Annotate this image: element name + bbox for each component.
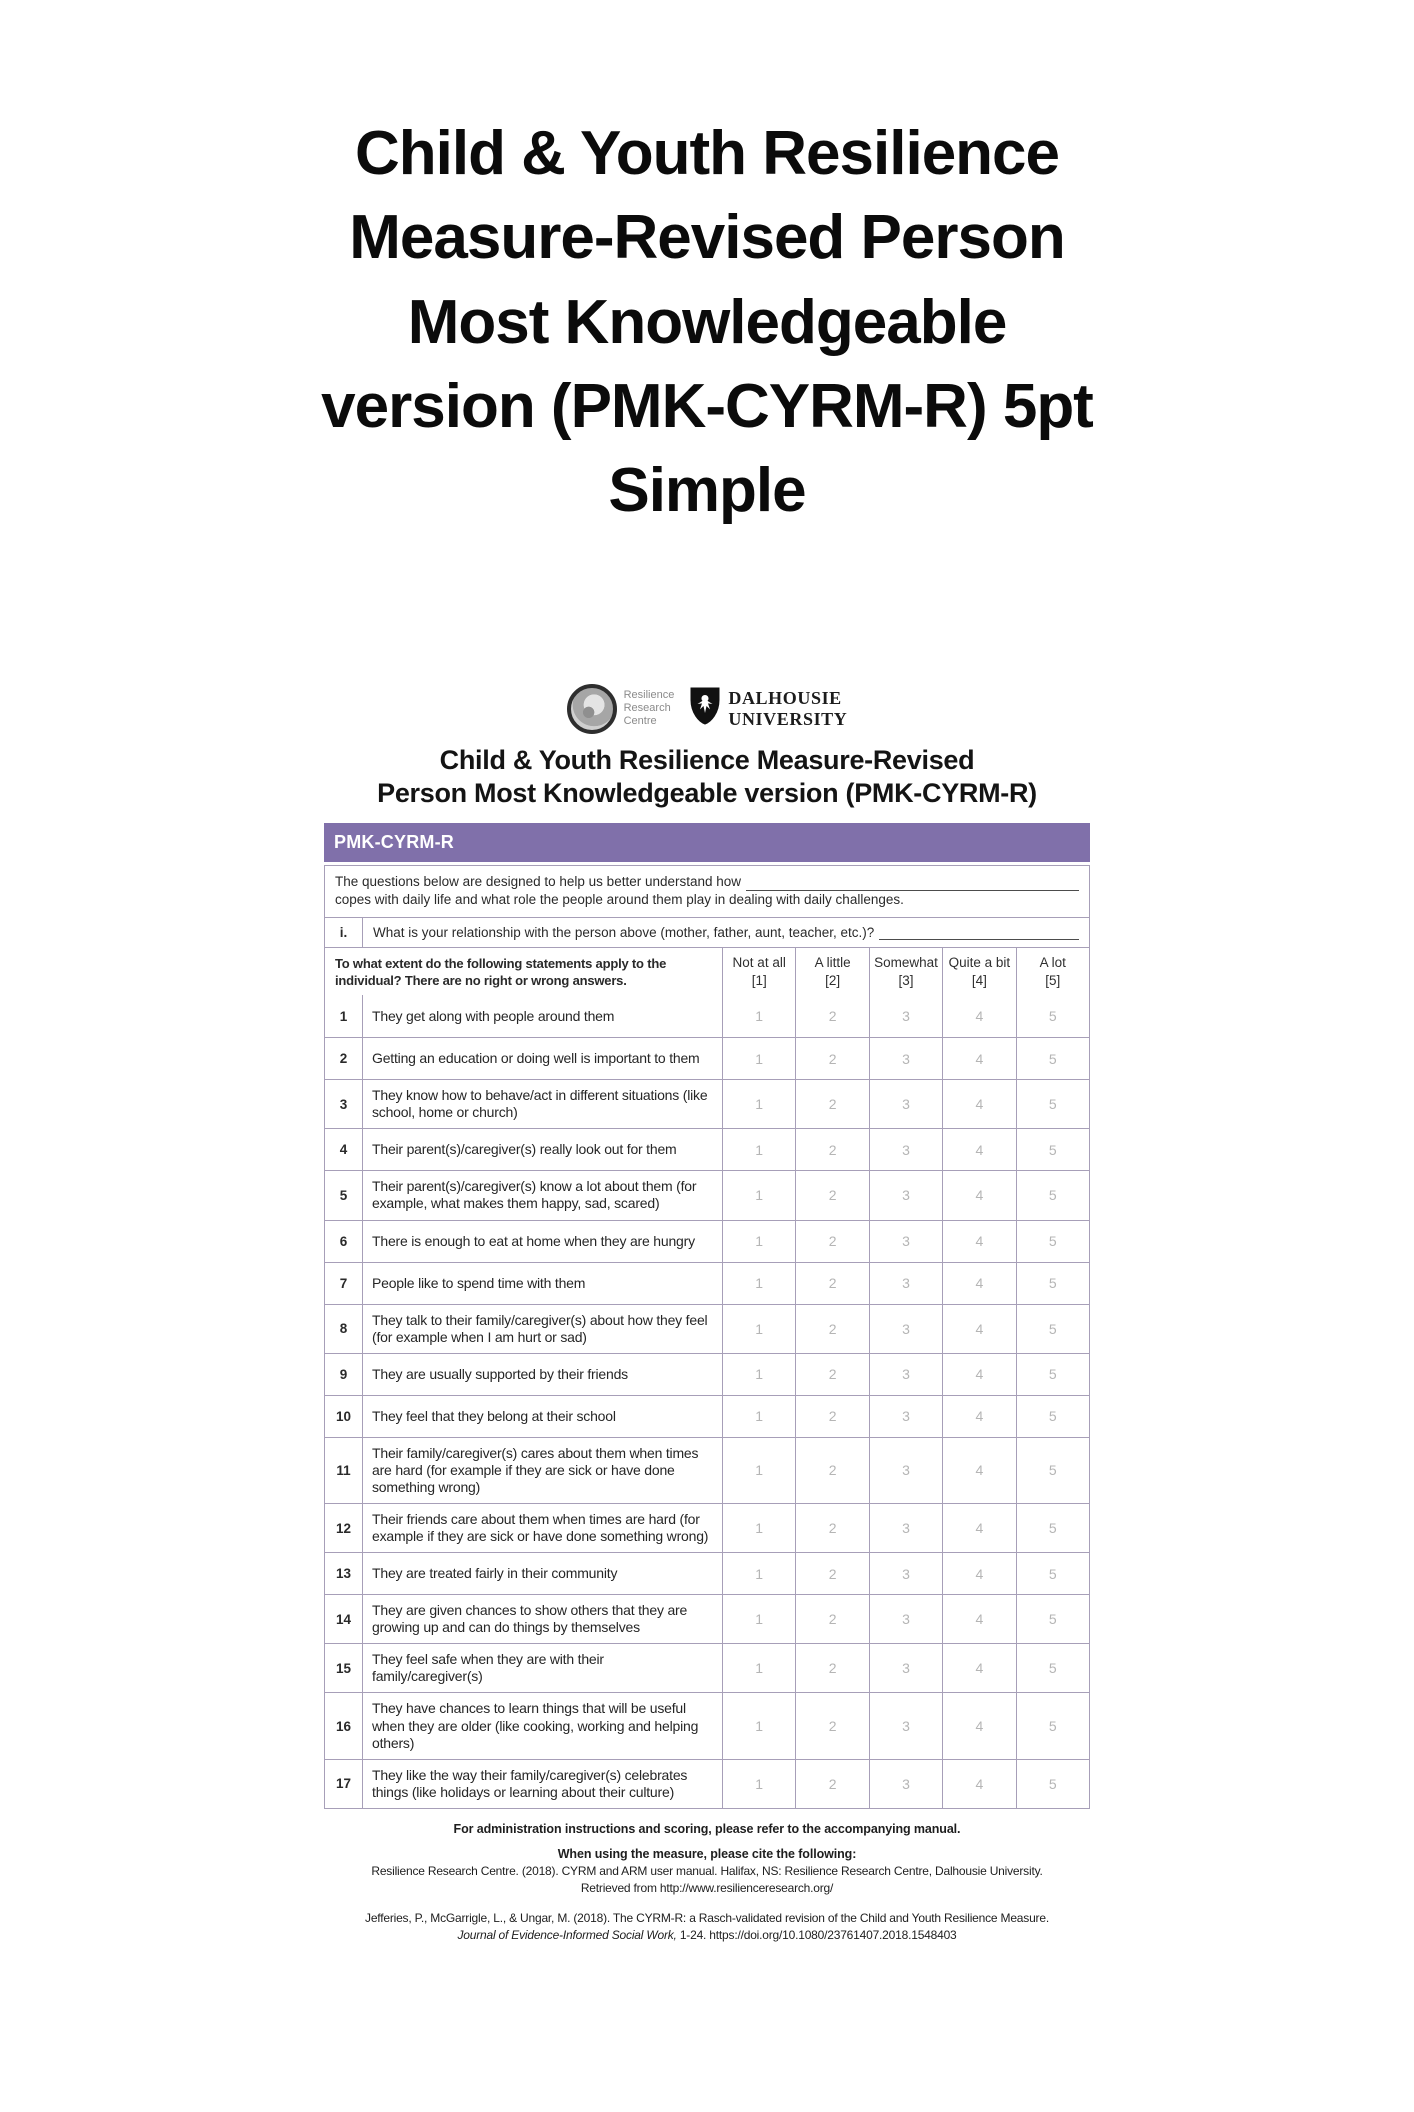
rating-cell-4[interactable]: 4 xyxy=(942,1438,1015,1503)
rating-cell-3[interactable]: 3 xyxy=(869,995,942,1037)
table-row xyxy=(325,1220,1089,1262)
scale-label: A lot xyxy=(1039,955,1066,971)
rating-cell-3[interactable]: 3 xyxy=(869,1221,942,1262)
rating-cell-1[interactable]: 1 xyxy=(722,995,795,1037)
rating-cell-3[interactable]: 3 xyxy=(869,1644,942,1692)
intro-row xyxy=(325,866,1089,917)
rating-cell-5[interactable]: 5 xyxy=(1016,1221,1089,1262)
scale-label: Quite a bit xyxy=(948,955,1011,971)
doc-title-line: Person Most Knowledgeable version (PMK-CYRM-R) xyxy=(377,778,1037,809)
question-text: Their friends care about them when times are hard (for example if they are sick or have done something wrong) xyxy=(372,1510,709,1545)
citation-article-rest: 1-24. https://doi.org/10.1080/23761407.2018.1548403 xyxy=(676,1927,957,1942)
rrc-logo-text-line: Resilience xyxy=(623,689,675,702)
question-number: 5 xyxy=(325,1171,363,1219)
question-text: They feel that they belong at their school xyxy=(372,1407,616,1424)
rating-cell-5[interactable]: 5 xyxy=(1016,1038,1089,1079)
question-text: They like the way their family/caregiver(s) celebrates things (like holidays or learning about their culture) xyxy=(372,1766,688,1800)
rating-cell-5[interactable]: 5 xyxy=(1016,1354,1089,1395)
rating-cell-5[interactable]: 5 xyxy=(1016,1396,1089,1437)
table-row xyxy=(325,1128,1089,1170)
question-number: 12 xyxy=(325,1504,363,1552)
rating-cell-1[interactable]: 1 xyxy=(722,1504,795,1552)
question-number: 14 xyxy=(325,1595,363,1643)
page-title-line: Child & Youth Resilience xyxy=(354,119,1060,188)
rating-cell-4[interactable]: 4 xyxy=(942,1171,1015,1219)
doc-footer xyxy=(324,1822,1090,1945)
table-row xyxy=(325,1353,1089,1395)
question-number: 15 xyxy=(325,1644,363,1692)
question-number: 2 xyxy=(325,1038,363,1079)
question-text: They are given chances to show others that they are growing up and can do things by themselves xyxy=(372,1602,688,1636)
question-text: They have chances to learn things that will be useful when they are older (like cooking, working and helping others) xyxy=(372,1700,699,1751)
citation-article-line1: Jefferies, P., McGarrigle, L., & Ungar, M. (2018). The CYRM-R: a Rasch-validated revision of the Child and Youth Resilience Measure. xyxy=(365,1910,1049,1925)
scale-header-quite-a-bit xyxy=(942,948,1015,995)
rating-cell-4[interactable]: 4 xyxy=(942,1553,1015,1594)
question-number: 4 xyxy=(325,1129,363,1170)
table-row xyxy=(325,1395,1089,1437)
question-number: 17 xyxy=(325,1760,363,1808)
rating-cell-4[interactable]: 4 xyxy=(942,1693,1015,1758)
doc-banner: PMK-CYRM-R xyxy=(324,823,1090,862)
rating-cell-1[interactable]: 1 xyxy=(722,1396,795,1437)
scale-header-a-little xyxy=(795,948,868,995)
question-text: They feel safe when they are with their family/caregiver(s) xyxy=(372,1651,604,1685)
question-text: Their parent(s)/caregiver(s) really look out for them xyxy=(372,1141,677,1158)
rating-cell-5[interactable]: 5 xyxy=(1016,1080,1089,1128)
page-title xyxy=(197,112,1217,534)
citation-article-line2 xyxy=(324,1927,1090,1944)
dalhousie-logo-text-line: DALHOUSIE xyxy=(728,688,842,709)
scale-header-somewhat xyxy=(869,948,942,995)
table-prompt-line: individual? There are no right or wrong answers. xyxy=(335,973,627,989)
rating-cell-4[interactable]: 4 xyxy=(942,1305,1015,1353)
rating-cell-3[interactable]: 3 xyxy=(869,1171,942,1219)
rating-cell-1[interactable]: 1 xyxy=(722,1038,795,1079)
rating-cell-5[interactable]: 5 xyxy=(1016,1553,1089,1594)
rating-cell-1[interactable]: 1 xyxy=(722,1129,795,1170)
page-title-line: Simple xyxy=(608,456,806,526)
rating-cell-3[interactable]: 3 xyxy=(869,1080,942,1128)
rating-cell-3[interactable]: 3 xyxy=(869,1305,942,1353)
rating-cell-4[interactable]: 4 xyxy=(942,1595,1015,1643)
dalhousie-shield-icon xyxy=(690,687,720,730)
rating-cell-2[interactable]: 2 xyxy=(795,1595,868,1643)
rating-cell-5[interactable]: 5 xyxy=(1016,1171,1089,1219)
rating-cell-5[interactable]: 5 xyxy=(1016,1504,1089,1552)
rrc-logo-text-line: Research xyxy=(623,702,671,715)
question-number: 11 xyxy=(325,1438,363,1503)
rating-cell-1[interactable]: 1 xyxy=(722,1644,795,1692)
table-row xyxy=(325,1304,1089,1353)
rating-cell-3[interactable]: 3 xyxy=(869,1595,942,1643)
citation-journal-name: Journal of Evidence-Informed Social Work, xyxy=(457,1927,677,1942)
table-row xyxy=(325,1759,1089,1808)
table-row xyxy=(325,995,1089,1037)
rating-cell-2[interactable]: 2 xyxy=(795,1038,868,1079)
rating-cell-2[interactable]: 2 xyxy=(795,1693,868,1758)
rating-cell-5[interactable]: 5 xyxy=(1016,995,1089,1037)
rating-cell-1[interactable]: 1 xyxy=(722,1760,795,1808)
rrc-logo-text xyxy=(624,689,675,728)
question-text: Their parent(s)/caregiver(s) know a lot about them (for example, what makes them happy, sad, scared) xyxy=(372,1178,697,1212)
doc-table xyxy=(324,865,1090,1809)
question-text: They talk to their family/caregiver(s) about how they feel (for example when I am hurt or sad) xyxy=(372,1311,708,1345)
table-row xyxy=(325,1262,1089,1304)
rating-cell-2[interactable]: 2 xyxy=(795,1504,868,1552)
question-text: They know how to behave/act in different situations (like school, home or church) xyxy=(372,1087,708,1121)
scale-value: [3] xyxy=(898,972,914,988)
table-row xyxy=(325,1594,1089,1643)
rrc-logo-group xyxy=(567,684,675,734)
question-number: 7 xyxy=(325,1263,363,1304)
rating-cell-3[interactable]: 3 xyxy=(869,1354,942,1395)
rating-cell-1[interactable]: 1 xyxy=(722,1693,795,1758)
citation-heading: When using the measure, please cite the following: xyxy=(557,1846,857,1861)
rrc-logo-text-line: Centre xyxy=(623,715,657,728)
rating-cell-2[interactable]: 2 xyxy=(795,1644,868,1692)
dalhousie-logo-text xyxy=(728,688,847,728)
question-text: Getting an education or doing well is important to them xyxy=(372,1050,700,1067)
question-number: 1 xyxy=(325,995,363,1037)
form-document xyxy=(324,684,1090,1945)
rating-cell-5[interactable]: 5 xyxy=(1016,1644,1089,1692)
dalhousie-logo-group xyxy=(690,687,847,730)
scale-value: [2] xyxy=(825,972,841,988)
table-prompt-line: To what extent do the following statements apply to the xyxy=(335,955,667,971)
scale-header-a-lot xyxy=(1016,948,1089,995)
rating-cell-3[interactable]: 3 xyxy=(869,1693,942,1758)
table-row xyxy=(325,1079,1089,1128)
question-number: 9 xyxy=(325,1354,363,1395)
table-row xyxy=(325,1437,1089,1503)
rating-cell-4[interactable]: 4 xyxy=(942,1038,1015,1079)
rating-cell-4[interactable]: 4 xyxy=(942,1221,1015,1262)
page-title-line: Measure-Revised Person xyxy=(349,203,1065,273)
rating-cell-3[interactable]: 3 xyxy=(869,1760,942,1808)
citation-article xyxy=(324,1910,1090,1945)
rating-cell-3[interactable]: 3 xyxy=(869,1038,942,1079)
rating-cell-3[interactable]: 3 xyxy=(869,1504,942,1552)
table-row xyxy=(325,1692,1089,1758)
rating-cell-2[interactable]: 2 xyxy=(795,1129,868,1170)
rating-cell-2[interactable]: 2 xyxy=(795,1263,868,1304)
rating-cell-2[interactable]: 2 xyxy=(795,1354,868,1395)
rating-cell-1[interactable]: 1 xyxy=(722,1354,795,1395)
question-text: There is enough to eat at home when they are hungry xyxy=(372,1232,695,1249)
citation-manual-line2: Retrieved from http://www.resilienceresearch.org/ xyxy=(580,1881,834,1896)
table-row xyxy=(325,1503,1089,1552)
question-text: They are treated fairly in their community xyxy=(372,1565,618,1582)
table-row xyxy=(325,1170,1089,1219)
table-row xyxy=(325,1643,1089,1692)
rating-cell-2[interactable]: 2 xyxy=(795,1760,868,1808)
admin-note: For administration instructions and scoring, please refer to the accompanying manual. xyxy=(453,1821,961,1836)
rating-cell-2[interactable]: 2 xyxy=(795,1305,868,1353)
rating-cell-1[interactable]: 1 xyxy=(722,1263,795,1304)
scale-label: A little xyxy=(814,955,851,971)
rating-cell-5[interactable]: 5 xyxy=(1016,1438,1089,1503)
scale-label: Not at all xyxy=(732,955,786,971)
rating-cell-3[interactable]: 3 xyxy=(869,1129,942,1170)
rating-cell-3[interactable]: 3 xyxy=(869,1263,942,1304)
question-text: People like to spend time with them xyxy=(372,1274,586,1291)
scale-value: [5] xyxy=(1045,972,1061,988)
doc-title-line: Child & Youth Resilience Measure-Revised xyxy=(439,744,975,775)
question-number: 8 xyxy=(325,1305,363,1353)
rating-cell-5[interactable]: 5 xyxy=(1016,1693,1089,1758)
question-text: They get along with people around them xyxy=(372,1007,615,1024)
table-header-row xyxy=(325,947,1089,995)
rating-cell-2[interactable]: 2 xyxy=(795,995,868,1037)
rating-cell-2[interactable]: 2 xyxy=(795,1080,868,1128)
rrc-logo-icon xyxy=(567,684,617,734)
question-number: 10 xyxy=(325,1396,363,1437)
rating-cell-1[interactable]: 1 xyxy=(722,1595,795,1643)
rating-cell-1[interactable]: 1 xyxy=(722,1221,795,1262)
rating-cell-1[interactable]: 1 xyxy=(722,1171,795,1219)
rating-cell-3[interactable]: 3 xyxy=(869,1553,942,1594)
question-text: Their family/caregiver(s) cares about them when times are hard (for example if they are sick or have done something wrong) xyxy=(372,1444,699,1495)
relationship-row xyxy=(325,917,1089,947)
citation-manual-line1: Resilience Research Centre. (2018). CYRM and ARM user manual. Halifax, NS: Resilience Research Centre, Dalhousie University. xyxy=(371,1863,1043,1878)
scale-value: [4] xyxy=(971,972,987,988)
doc-title xyxy=(324,744,1090,811)
intro-text-line1: The questions below are designed to help us better understand how xyxy=(335,873,742,889)
rating-cell-5[interactable]: 5 xyxy=(1016,1263,1089,1304)
rating-cell-4[interactable]: 4 xyxy=(942,995,1015,1037)
rating-cell-4[interactable]: 4 xyxy=(942,1760,1015,1808)
relationship-row-label: i. xyxy=(325,918,363,947)
rating-cell-2[interactable]: 2 xyxy=(795,1396,868,1437)
rating-cell-4[interactable]: 4 xyxy=(942,1644,1015,1692)
rating-cell-2[interactable]: 2 xyxy=(795,1221,868,1262)
question-number: 13 xyxy=(325,1553,363,1594)
table-row xyxy=(325,1037,1089,1079)
page xyxy=(0,112,1414,1944)
rating-cell-2[interactable]: 2 xyxy=(795,1438,868,1503)
rating-cell-1[interactable]: 1 xyxy=(722,1305,795,1353)
rating-cell-5[interactable]: 5 xyxy=(1016,1760,1089,1808)
scale-header-not-at-all xyxy=(722,948,795,995)
rating-cell-4[interactable]: 4 xyxy=(942,1396,1015,1437)
doc-logos xyxy=(324,684,1090,734)
scale-label: Somewhat xyxy=(874,955,938,971)
question-text: They are usually supported by their friends xyxy=(372,1365,628,1382)
rating-cell-1[interactable]: 1 xyxy=(722,1553,795,1594)
rating-cell-3[interactable]: 3 xyxy=(869,1438,942,1503)
name-blank-line[interactable] xyxy=(746,877,1079,891)
rating-cell-1[interactable]: 1 xyxy=(722,1438,795,1503)
question-number: 16 xyxy=(325,1693,363,1758)
page-title-line: Most Knowledgeable xyxy=(407,287,1007,357)
rating-cell-2[interactable]: 2 xyxy=(795,1553,868,1594)
rating-cell-5[interactable]: 5 xyxy=(1016,1129,1089,1170)
rating-cell-4[interactable]: 4 xyxy=(942,1080,1015,1128)
rating-cell-4[interactable]: 4 xyxy=(942,1504,1015,1552)
relationship-blank-line[interactable] xyxy=(879,926,1079,940)
rating-cell-3[interactable]: 3 xyxy=(869,1396,942,1437)
table-row xyxy=(325,1552,1089,1594)
scale-value: [1] xyxy=(751,972,767,988)
rating-cell-2[interactable]: 2 xyxy=(795,1171,868,1219)
intro-text-line2: copes with daily life and what role the people around them play in dealing with daily challenges. xyxy=(335,891,904,907)
rating-cell-4[interactable]: 4 xyxy=(942,1129,1015,1170)
rating-cell-1[interactable]: 1 xyxy=(722,1080,795,1128)
question-number: 6 xyxy=(325,1221,363,1262)
dalhousie-logo-text-line: UNIVERSITY xyxy=(728,708,848,729)
page-title-line: version (PMK-CYRM-R) 5pt xyxy=(321,371,1093,441)
question-number: 3 xyxy=(325,1080,363,1128)
rating-cell-5[interactable]: 5 xyxy=(1016,1305,1089,1353)
rating-cell-4[interactable]: 4 xyxy=(942,1263,1015,1304)
rating-cell-4[interactable]: 4 xyxy=(942,1354,1015,1395)
relationship-question: What is your relationship with the person above (mother, father, aunt, teacher, etc.)? xyxy=(373,924,875,940)
rating-cell-5[interactable]: 5 xyxy=(1016,1595,1089,1643)
citation-manual xyxy=(324,1863,1090,1898)
questions-body xyxy=(325,995,1089,1808)
table-prompt xyxy=(325,948,722,995)
